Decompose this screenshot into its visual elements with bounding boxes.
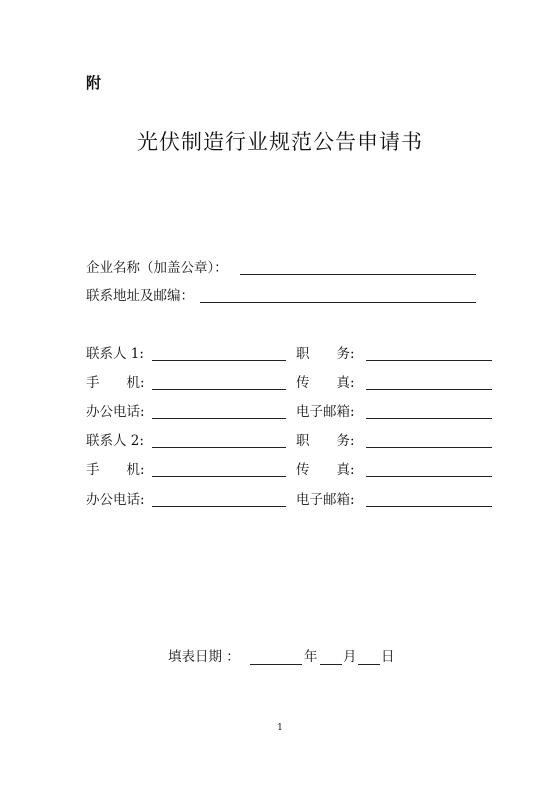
date-day-field[interactable] (358, 664, 380, 665)
contact1-position-field[interactable] (366, 360, 492, 361)
contact2-fax-label: 传 真: (296, 462, 355, 478)
contact1-field[interactable] (152, 360, 286, 361)
contact2-position-field[interactable] (366, 447, 492, 448)
contact1-office-phone-field[interactable] (152, 418, 286, 419)
contact1-label: 联系人 1: (86, 346, 144, 362)
date-month-field[interactable] (320, 664, 342, 665)
contact2-email-label: 电子邮箱: (296, 492, 355, 508)
page-title: 光伏制造行业规范公告申请书 (137, 130, 423, 154)
contact2-office-phone-field[interactable] (152, 506, 286, 507)
contact1-email-field[interactable] (366, 418, 492, 419)
contact2-mobile-label: 手 机: (86, 462, 145, 478)
date-year-field[interactable] (250, 664, 302, 665)
page-number: 1 (277, 723, 283, 733)
contact1-fax-field[interactable] (366, 389, 492, 390)
company-name-label: 企业名称（加盖公章）： (86, 260, 228, 276)
date-year-unit: 年 (304, 649, 318, 665)
contact2-label: 联系人 2: (86, 433, 144, 449)
date-label: 填表日期 ： (168, 649, 240, 665)
contact1-position-label: 职 务: (296, 346, 355, 362)
contact1-email-label: 电子邮箱: (296, 404, 355, 420)
contact1-office-phone-label: 办公电话: (86, 404, 145, 420)
attachment-label: 附 (86, 74, 102, 92)
address-field[interactable] (200, 302, 476, 303)
contact2-mobile-field[interactable] (152, 476, 286, 477)
contact1-fax-label: 传 真: (296, 375, 355, 391)
address-label: 联系地址及邮编： (86, 288, 194, 304)
contact2-fax-field[interactable] (366, 476, 492, 477)
contact2-office-phone-label: 办公电话: (86, 492, 145, 508)
contact1-mobile-field[interactable] (152, 389, 286, 390)
contact1-mobile-label: 手 机: (86, 375, 145, 391)
date-day-unit: 日 (381, 649, 395, 665)
contact2-field[interactable] (152, 447, 286, 448)
company-name-field[interactable] (240, 274, 476, 275)
date-month-unit: 月 (343, 649, 357, 665)
contact2-email-field[interactable] (366, 506, 492, 507)
contact2-position-label: 职 务: (296, 433, 355, 449)
